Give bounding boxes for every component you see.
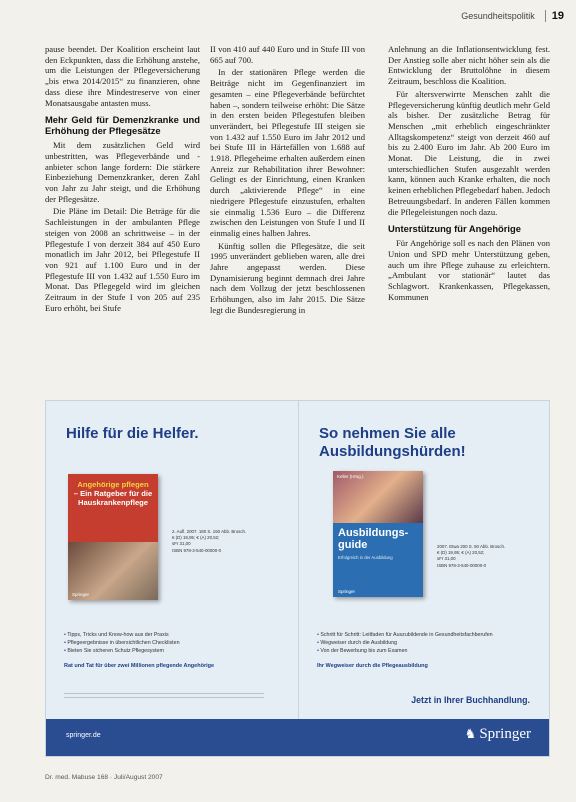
paragraph: Für Angehörige soll es nach den Plänen von Union und SPD mehr Unterstützung geben, auch um ihre Pflege zuhause zu erleichtern. „Ambulant vor stationär“ lautet das Schlagwort. Krankenkassen, Pflegekassen, Kommunen: [388, 238, 550, 302]
paragraph: pause beendet. Der Koalition erscheint laut den Eckpunkten, dass die Erhöhung anstehe, um die Leistungen der Pflegeversicherung „bis etwa 2014/2015“ zu finanzieren, ohne dass diese ihre Mindestreserve von einer Monatsausgabe antasten muss.: [45, 44, 200, 108]
list-item: • Tipps, Tricks und Know-how aus der Praxis: [64, 631, 289, 639]
list-item: • Wegweiser durch die Ausbildung: [317, 639, 542, 647]
page-header: [461, 10, 564, 22]
list-item: • Von der Bewerbung bis zum Examen: [317, 647, 542, 655]
ad-right-headline: So nehmen Sie alle Ausbildungshürden!: [319, 425, 466, 460]
list-item: • Bieten Sie sicheren Schutz Pflegesystem: [64, 647, 289, 655]
paragraph: Die Pläne im Detail: Die Beträge für die Sachleistungen in der ambulanten Pflege steigen von 2008 an schrittweise – in der Pflegestufe I von derzeit 384 auf 450 Euro monatlich im Jahr 2012, bei Pflegestufe II von 921 auf 1.100 Euro und in der Pflegestufe III von 1.432 auf 1.550 Euro im Monat. Das Pflegegeld wird im gleichen Zeitraum in der Stufe I von 205 auf 235 Euro erhöht, bei Stufe: [45, 206, 200, 313]
list-item: • Pflegeergebnisse in übersichtlichen Checklisten: [64, 639, 289, 647]
book-cover-publisher: Springer: [72, 592, 90, 597]
page-number: 19: [545, 10, 564, 22]
book-info-right: 2007. Etwa 200 S. 50 Abb. Brosch. € (D) 19,95; € (A) 20,52; sFr 31,00 ISBN 978-3-540-00000-0: [437, 544, 506, 568]
springer-horse-icon: ♞: [464, 726, 477, 741]
paragraph: Mit dem zusätzlichen Geld wird unbestritten, was Pflegeverbände und -anbieter schon lange fordern: Die stärkere Einbeziehung Demenzkranker, deren Zahl von Jahr zu Jahr steigt, und die Erhöhung der Pflegesätze.: [45, 140, 200, 204]
book-cover-ausbildungsguide: [333, 471, 423, 597]
paragraph: Künftig sollen die Pflegesätze, die seit 1995 unverändert geblieben waren, alle drei Jahre angepasst werden. Diese Dynamisierung beginnt demnach drei Jahre nach dem Vollzug der jetzt beschlossenen Erhöhungen, also im Jahr 2015. Die Sätze legt die Bundesregierung in: [210, 240, 365, 315]
ad-left-tagline: Rat und Tat für über zwei Millionen pflegende Angehörige: [64, 663, 215, 669]
ad-left-headline: Hilfe für die Helfer.: [66, 425, 199, 442]
page-footer: Dr. med. Mabuse 168 · Juli/August 2007: [45, 774, 163, 781]
ad-footer-bar: [46, 719, 549, 756]
book-cover-angehoerige: [68, 474, 158, 600]
book-info-left: 2. Aufl. 2007. 180 S. 150 Abb. Brosch. € (D) 19,95; € (A) 20,52; sFr 31,00 ISBN 978-3-540-00000-0: [172, 529, 247, 553]
article-column-2: [210, 44, 365, 318]
ad-right-tagline: Ihr Wegweiser durch die Pflegeausbildung: [317, 663, 428, 669]
list-item: • Schritt für Schritt: Leitfaden für Auszubildende in Gesundheitsfachberufen: [317, 631, 542, 639]
paragraph: Für altersverwirrte Menschen zahlt die Pflegeversicherung künftig deutlich mehr Geld als bisher. Der zusätzliche Betrag für Menschen „mit erheblich eingeschränkter Alltagskompetenz“ steigt von derzeit 460 auf bis zu 2.400 Euro im Jahr. Ab 200 Euro im Monat. Die Leistung, die in zwei unterschiedlichen Stufen ausgezahlt werden kann, können auch Kranke erhalten, die noch keinen erheblichen Pflegebedarf haben. Jedoch Betreuungsbedarf. In anderen Fällen kommen die Pflegeleistungen noch dazu.: [388, 88, 551, 217]
springer-advertisement: [45, 400, 550, 757]
ad-left-bullets: [64, 631, 289, 656]
ad-right-panel: [298, 401, 550, 719]
subheading-demenz: Mehr Geld für Demenzkranke und Erhöhung der Pflegesätze: [45, 114, 200, 137]
paragraph: Anlehnung an die Inflationsentwicklung fest. Der Anstieg solle aber nicht höher sein als die Entwicklung der Bruttolöhne in diesem Zeitraum, beschloss die Koalition.: [388, 44, 550, 87]
ad-fine-print: [64, 693, 264, 701]
ad-right-bullets: [317, 631, 542, 656]
ad-slogan: Jetzt in Ihrer Buchhandlung.: [411, 695, 530, 705]
paragraph: In der stationären Pflege werden die Beiträge nicht im Gegenfinanziert im gesamten – eine Pflegeverbände befürchtet haben –, sondern teilweise erhöht: Die Sätze in den ersten beiden Pflegestufen bleiben unverändert, bei Pflegestufe III steigen sie von 1.432 auf 1.550 Euro im Jahr 2012 und bei Stufe III in Härtefällen von 1.688 auf 1.918. Pflegeheime erhalten außerdem einen Anreiz zur Rehabilitation ihrer Bewohner: Gelingt es der Einrichtung, einen Kranken durch „aktivierende Pflege“ in eine niedrigere Pflegestufe einzustufen, erhalten sie einmalig 1.536 Euro – die Differenz zwischen den Leistungen von Stufe I und II einmalig eines halben Jahres.: [210, 67, 365, 238]
book-cover-title: Ausbildungs-guide: [338, 527, 409, 551]
paragraph: II von 410 auf 440 Euro und in Stufe III von 665 auf 700.: [210, 44, 365, 65]
subheading-angehoerige: Unterstützung für Angehörige: [388, 223, 521, 235]
article-column-3: [388, 44, 550, 304]
book-cover-publisher: Springer: [338, 589, 356, 594]
book-cover-author: Keller (Hrsg.): [337, 474, 364, 479]
book-cover-title: Angehörige pflegen – Ein Ratgeber für die Hauskrankenpflege: [73, 480, 153, 507]
book-cover-subtitle: Erfolgreich in der Ausbildung: [338, 555, 393, 560]
ad-left-panel: [46, 401, 297, 719]
article-column-1: [45, 44, 200, 315]
ad-url-link[interactable]: springer.de: [66, 732, 101, 739]
springer-logo: ♞ Springer: [464, 726, 531, 742]
section-title: Gesundheitspolitik: [461, 11, 535, 21]
